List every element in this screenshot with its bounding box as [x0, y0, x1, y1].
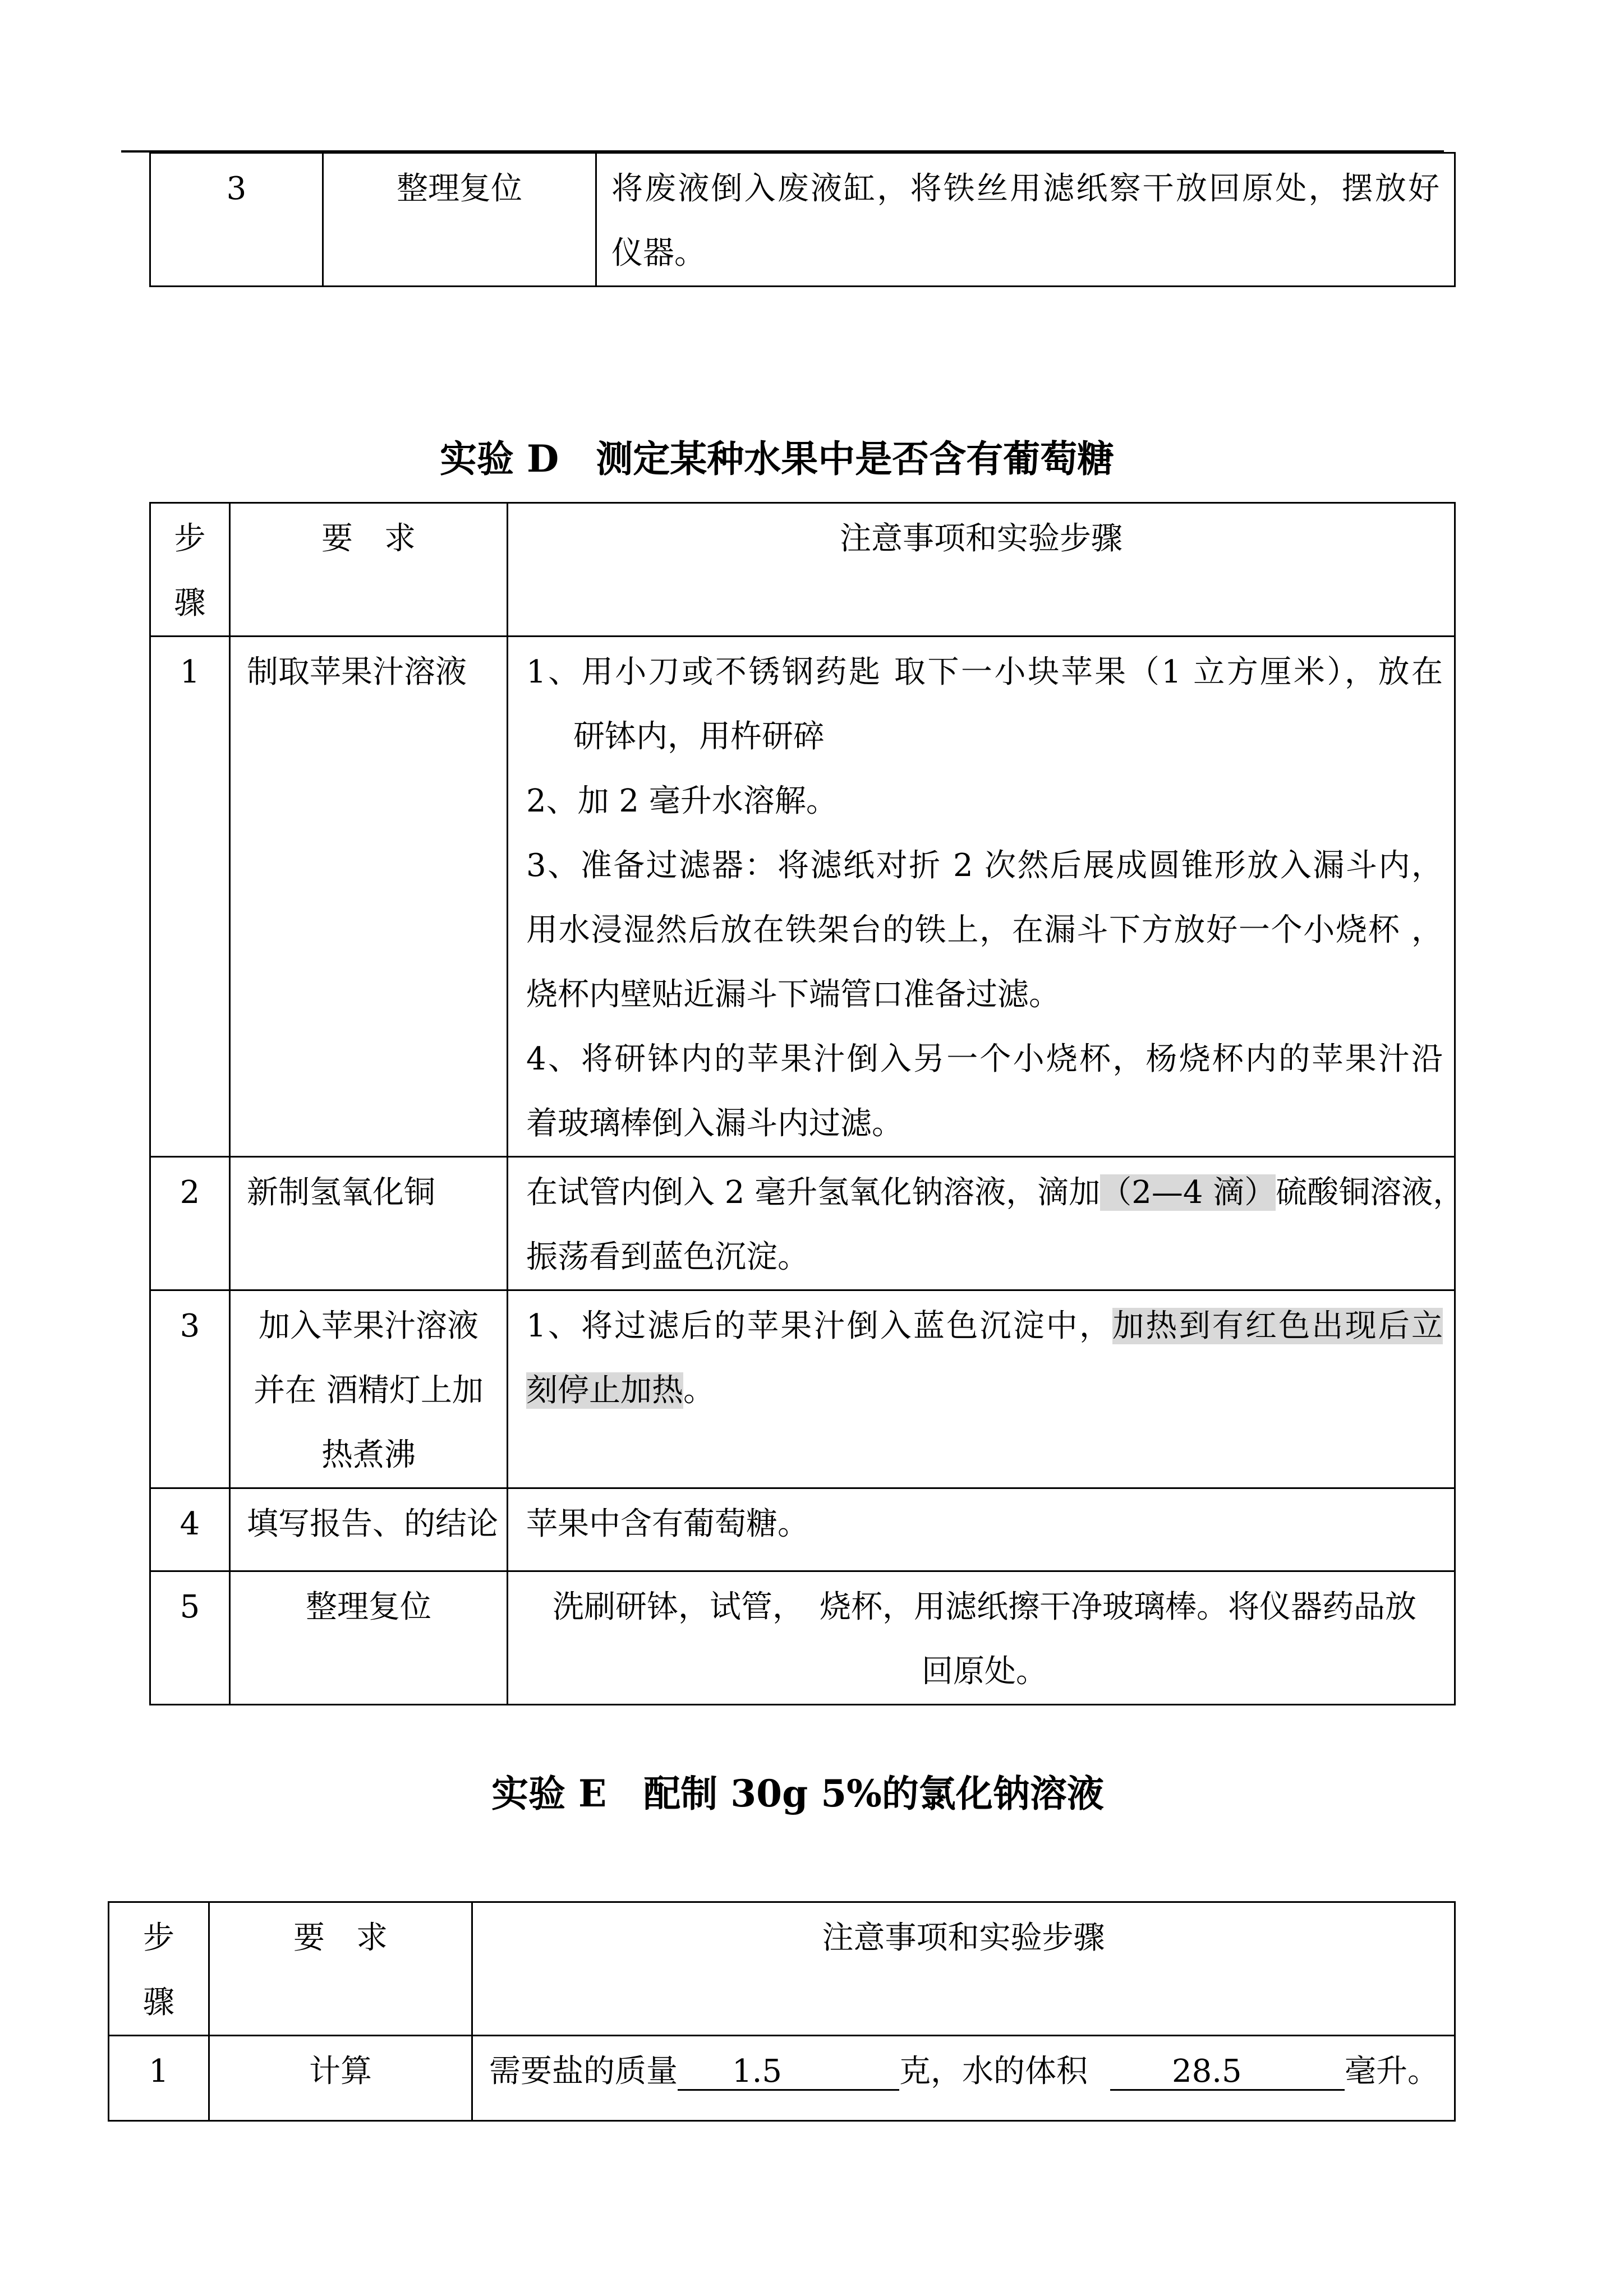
- experiment-d-title: 实验 D 测定某种水果中是否含有葡萄糖: [440, 437, 1115, 481]
- requirement-cell: [230, 1290, 508, 1488]
- content-line: 将废液倒入废液缸，将铁丝用滤纸察干放回原处，摆放好: [611, 170, 1439, 207]
- requirement-cell: [230, 1488, 508, 1571]
- step-cell: [150, 1571, 230, 1705]
- experiment-e-title: 实验 E 配制 30g 5%的氯化钠溶液: [491, 1772, 1104, 1815]
- content-cell: [508, 637, 1455, 1157]
- step-number: 1: [180, 654, 200, 690]
- requirement-header-text: 要 求: [293, 1920, 388, 1956]
- step-header-text: 步: [174, 520, 206, 557]
- content-line: 4、将研钵内的苹果汁倒入另一个小烧杯，杨烧杯内的苹果汁沿: [526, 1041, 1443, 1077]
- content-cell: [508, 1571, 1455, 1705]
- content-segment: 。: [683, 1372, 715, 1409]
- step-number: 1: [149, 2053, 169, 2090]
- requirement-header-cell: [209, 1902, 472, 2036]
- content-segment: 振荡看到蓝色沉淀。: [526, 1239, 809, 1275]
- content-line: 洗刷研钵，试管， 烧杯，用滤纸擦干净玻璃棒。将仪器药品放: [553, 1589, 1416, 1625]
- content-cell: [508, 1290, 1455, 1488]
- requirement-cell: [209, 2036, 472, 2121]
- content-line: 烧杯内壁贴近漏斗下端管口准备过滤。: [526, 976, 1060, 1013]
- water-volume-blank: 28.5: [1110, 2054, 1345, 2091]
- content-cell: [508, 1157, 1465, 1290]
- previous-experiment-table: [149, 152, 1456, 287]
- content-line: [489, 2039, 1443, 2104]
- content-line: 回原处。: [922, 1653, 1047, 1690]
- requirement-cell: [323, 153, 596, 287]
- content-segment: 硫酸铜溶液，: [1276, 1174, 1465, 1211]
- step-cell: [109, 2036, 209, 2121]
- step-number: 3: [226, 170, 247, 207]
- requirement-text: 并在 酒精灯上加: [254, 1372, 484, 1409]
- highlighted-segment: 刻停止加热: [526, 1372, 683, 1409]
- requirement-cell: [230, 1571, 508, 1705]
- step-header-cell: [150, 503, 230, 637]
- content-segment: 在试管内倒入 2 毫升氢氧化钠溶液，滴加: [526, 1174, 1101, 1211]
- highlighted-segment: 加热到有红色出现后立: [1112, 1308, 1443, 1344]
- content-line: 着玻璃棒倒入漏斗内过滤。: [526, 1105, 903, 1142]
- content-line: [526, 1294, 1443, 1358]
- requirement-header-text: 要 求: [321, 520, 416, 557]
- step-header-text: 骤: [143, 1984, 174, 2021]
- content-header-text: 注意事项和实验步骤: [840, 520, 1122, 557]
- requirement-text: 热煮沸: [321, 1437, 416, 1473]
- step-cell: [150, 1488, 230, 1571]
- step-cell: [150, 1157, 230, 1290]
- content-line: 研钵内，用杵研碎: [573, 718, 825, 755]
- content-header-text: 注意事项和实验步骤: [822, 1920, 1105, 1956]
- experiment-d-table: [149, 502, 1465, 1705]
- requirement-text: 整理复位: [306, 1589, 431, 1625]
- content-cell: [472, 2036, 1455, 2121]
- step-number: 4: [180, 1506, 200, 1542]
- step-cell: [150, 1290, 230, 1488]
- requirement-text: 计算: [309, 2053, 372, 2090]
- step-header-cell: [109, 1902, 209, 2036]
- table-row: [150, 1290, 1455, 1488]
- content-line: 2、加 2 毫升水溶解。: [526, 783, 838, 819]
- content-line: [526, 1358, 1443, 1423]
- table-row: [150, 153, 1455, 287]
- requirement-cell: [230, 1157, 508, 1290]
- table-row: [150, 1488, 1455, 1571]
- content-segment: 1、将过滤后的苹果汁倒入蓝色沉淀中，: [526, 1308, 1113, 1344]
- content-line: [526, 1160, 1465, 1225]
- step-header-text: 骤: [174, 585, 206, 621]
- requirement-text: 新制氢氧化铜: [247, 1174, 435, 1211]
- water-volume-label: 克，水的体积: [899, 2053, 1088, 2090]
- content-line: 3、准备过滤器：将滤纸对折 2 次然后展成圆锥形放入漏斗内，: [526, 847, 1443, 884]
- content-header-cell: [508, 503, 1455, 637]
- step-number: 5: [180, 1589, 200, 1625]
- content-line: 仪器。: [611, 235, 706, 271]
- content-line: 用水浸湿然后放在铁架台的铁上，在漏斗下方放好一个小烧杯 ，: [526, 912, 1443, 948]
- experiment-e-table: [108, 1901, 1456, 2122]
- requirement-text: 加入苹果汁溶液: [259, 1308, 479, 1344]
- step-number: 2: [180, 1174, 200, 1211]
- content-line: 苹果中含有葡萄糖。: [526, 1506, 809, 1542]
- requirement-text: 填写报告、的结论: [247, 1506, 498, 1542]
- table-header-row: [150, 503, 1455, 637]
- highlighted-segment: （2—4 滴）: [1100, 1174, 1276, 1211]
- requirement-cell: [230, 637, 508, 1157]
- content-header-cell: [472, 1902, 1455, 2036]
- table-row: [150, 1157, 1455, 1290]
- salt-mass-label: 需要盐的质量: [489, 2053, 678, 2090]
- requirement-text: 制取苹果汁溶液: [247, 654, 467, 690]
- content-cell: [508, 1488, 1455, 1571]
- step-cell: [150, 153, 323, 287]
- table-row: [150, 1571, 1455, 1705]
- step-cell: [150, 637, 230, 1157]
- salt-mass-blank: 1.5: [678, 2054, 899, 2091]
- content-cell: [596, 153, 1455, 287]
- requirement-text: 整理复位: [397, 170, 522, 207]
- content-line: 1、用小刀或不锈钢药匙 取下一小块苹果（1 立方厘米），放在: [526, 654, 1443, 690]
- volume-unit: 毫升。: [1345, 2053, 1439, 2090]
- table-row: [109, 2036, 1455, 2121]
- requirement-header-cell: [230, 503, 508, 637]
- content-line: [526, 1225, 1443, 1289]
- table-header-row: [109, 1902, 1455, 2036]
- step-header-text: 步: [143, 1920, 174, 1956]
- table-row: [150, 637, 1455, 1157]
- step-number: 3: [180, 1308, 200, 1344]
